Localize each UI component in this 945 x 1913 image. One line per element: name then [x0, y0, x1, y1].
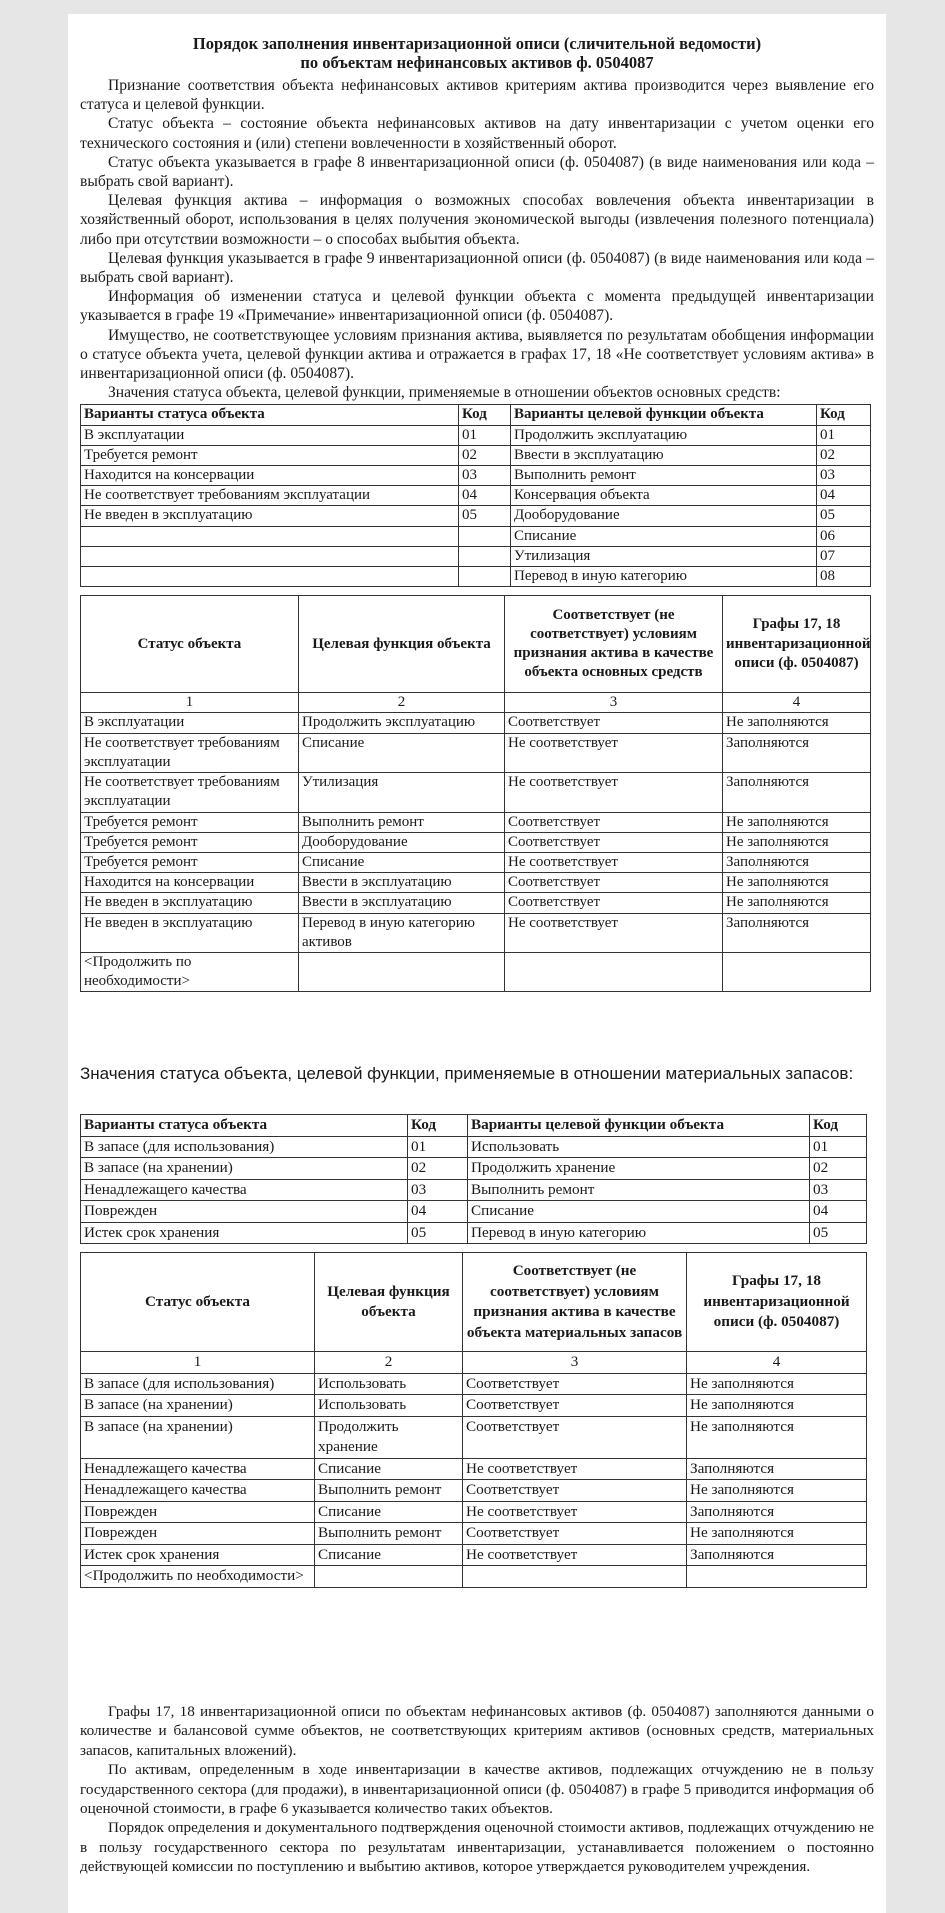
- os-match-table: [80, 595, 871, 992]
- table-cell: Поврежден: [81, 1501, 315, 1523]
- table-cell: Не заполняются: [723, 873, 871, 893]
- table-row: [81, 913, 871, 952]
- table-cell: Не соответствует требованиям эксплуатации: [81, 486, 459, 506]
- table-cell: Заполняются: [723, 733, 871, 772]
- table-cell: Дооборудование: [299, 832, 505, 852]
- table-row: [81, 1544, 867, 1566]
- table-cell: Ввести в эксплуатацию: [299, 873, 505, 893]
- table-row: [81, 1201, 867, 1223]
- table-cell: Списание: [299, 852, 505, 872]
- table-cell: Не соответствует: [463, 1458, 687, 1480]
- table-cell: 05: [817, 506, 871, 526]
- table-cell: Соответствует: [505, 893, 723, 913]
- document-page: [68, 14, 886, 1913]
- table-cell: Ввести в эксплуатацию: [299, 893, 505, 913]
- table-cell: Не соответствует требованиям эксплуатации: [81, 773, 299, 812]
- table-row: [81, 1416, 867, 1458]
- table-cell: Заполняются: [687, 1458, 867, 1480]
- table-cell: Не соответствует: [505, 852, 723, 872]
- mz-codes-table: [80, 1114, 867, 1244]
- table-row: [81, 773, 871, 812]
- table-cell: 04: [810, 1201, 867, 1223]
- table-header-row: [81, 405, 871, 425]
- table-cell: Требуется ремонт: [81, 445, 459, 465]
- intro-paragraph: Признание соответствия объекта нефинансовых активов критериям актива производится через выявление его статуса и целевой функции.: [80, 77, 874, 114]
- table-cell: Не заполняются: [687, 1480, 867, 1502]
- table-cell: <Продолжить по необходимости>: [81, 1566, 315, 1588]
- table-row: [81, 506, 871, 526]
- table-cell: 02: [459, 445, 511, 465]
- column-header: Код: [817, 405, 871, 425]
- table-header-row: [81, 596, 871, 693]
- column-header: Варианты статуса объекта: [81, 1115, 408, 1137]
- table-cell: Списание: [315, 1501, 463, 1523]
- table-row: [81, 1458, 867, 1480]
- table-cell: 07: [817, 546, 871, 566]
- table-row: [81, 1136, 867, 1158]
- column-header: Соответствует (не соответствует) условиям признания актива в качестве объекта основных средств: [505, 596, 723, 693]
- column-header: Код: [810, 1115, 867, 1137]
- column-number: 3: [463, 1352, 687, 1374]
- table-cell: Находится на консервации: [81, 873, 299, 893]
- table-cell: Использовать: [315, 1395, 463, 1417]
- table-cell: 01: [810, 1136, 867, 1158]
- table-cell: [505, 952, 723, 991]
- column-header: Варианты целевой функции объекта: [468, 1115, 810, 1137]
- column-header: Соответствует (не соответствует) условиям признания актива в качестве объекта материальных запасов: [463, 1253, 687, 1352]
- column-number: 4: [723, 693, 871, 713]
- intro-paragraph: Информация об изменении статуса и целевой функции объекта с момента предыдущей инвентаризации указывается в графе 19 «Примечание» инвентаризационной описи (ф. 0504087).: [80, 288, 874, 325]
- table-cell: Ненадлежащего качества: [81, 1480, 315, 1502]
- column-number: 1: [81, 1352, 315, 1374]
- table-cell: 03: [408, 1179, 468, 1201]
- table-cell: Соответствует: [463, 1523, 687, 1545]
- table-cell: Списание: [315, 1544, 463, 1566]
- table-cell: 01: [408, 1136, 468, 1158]
- table-header-row: [81, 1253, 867, 1352]
- table-row: [81, 812, 871, 832]
- table-row: [81, 832, 871, 852]
- table-row: [81, 1222, 867, 1244]
- column-number-row: [81, 1352, 867, 1374]
- table-cell: 05: [459, 506, 511, 526]
- closing-paragraph: По активам, определенным в ходе инвентаризации в качестве активов, подлежащих отчуждению не в пользу государственного сектора (для продажи), в инвентаризационной описи (ф. 0504087) в графе 5 приводится информация об оценочной стоимости, в графе 6 указывается количество таких объектов.: [80, 1761, 874, 1818]
- table-row: [81, 445, 871, 465]
- table-cell: 06: [817, 526, 871, 546]
- closing-paragraph: Порядок определения и документального подтверждения оценочной стоимости активов, подлежащих отчуждению не в пользу государственного сектора по результатам инвентаризации, устанавливается положением о постоянно действующей комиссии по поступлению и выбытию активов, которое утверждается руководителем учреждения.: [80, 1819, 874, 1876]
- table-cell: [81, 546, 459, 566]
- table-cell: Поврежден: [81, 1201, 408, 1223]
- table-cell: Ненадлежащего качества: [81, 1458, 315, 1480]
- table-cell: Не заполняются: [687, 1523, 867, 1545]
- table-cell: Соответствует: [463, 1395, 687, 1417]
- os-codes-table: [80, 404, 871, 587]
- table-cell: Не заполняются: [723, 812, 871, 832]
- table-row: [81, 486, 871, 506]
- table-cell: Выполнить ремонт: [468, 1179, 810, 1201]
- table-row: [81, 1158, 867, 1180]
- intro-paragraph: Имущество, не соответствующее условиям признания актива, выявляется по результатам обобщения информации о статусе объекта учета, целевой функции актива и отражается в графах 17, 18 «Не соответствует условиям актива» в инвентаризационной описи (ф. 0504087).: [80, 326, 874, 383]
- table-row: [81, 526, 871, 546]
- table-cell: Продолжить эксплуатацию: [299, 713, 505, 733]
- table-cell: [299, 952, 505, 991]
- table-cell: Не заполняются: [687, 1416, 867, 1458]
- mz-match-table: [80, 1252, 867, 1588]
- table-cell: В запасе (на хранении): [81, 1395, 315, 1417]
- table-row: [81, 1395, 867, 1417]
- table-cell: Не соответствует: [505, 773, 723, 812]
- table-cell: [315, 1566, 463, 1588]
- table-cell: Не заполняются: [723, 893, 871, 913]
- title-line: Порядок заполнения инвентаризационной описи (сличительной ведомости): [192, 34, 762, 53]
- intro-paragraph: Целевая функция актива – информация о возможных способах вовлечения объекта инвентаризации в хозяйственный оборот, использования в целях получения экономической выгоды (извлечения полезного потенциала) либо при отсутствии возможности – о способах выбытия объекта.: [80, 192, 874, 248]
- column-number: 1: [81, 693, 299, 713]
- column-header: Графы 17, 18 инвентаризационной описи (ф. 0504087): [687, 1253, 867, 1352]
- table-row: [81, 1523, 867, 1545]
- table-cell: [459, 546, 511, 566]
- table-cell: Не заполняются: [723, 832, 871, 852]
- table-cell: 03: [459, 466, 511, 486]
- column-header: Целевая функция объекта: [299, 596, 505, 693]
- table-cell: 02: [817, 445, 871, 465]
- table-cell: Не соответствует: [463, 1501, 687, 1523]
- table-cell: Продолжить хранение: [468, 1158, 810, 1180]
- table-row: [81, 713, 871, 733]
- table-cell: Соответствует: [505, 812, 723, 832]
- table-cell: Находится на консервации: [81, 466, 459, 486]
- column-number: 3: [505, 693, 723, 713]
- table-cell: Соответствует: [463, 1480, 687, 1502]
- table-cell: Ввести в эксплуатацию: [511, 445, 817, 465]
- table-cell: В запасе (на хранении): [81, 1416, 315, 1458]
- column-header: Варианты статуса объекта: [81, 405, 459, 425]
- table-cell: Требуется ремонт: [81, 852, 299, 872]
- table-cell: Ненадлежащего качества: [81, 1179, 408, 1201]
- table-cell: Списание: [511, 526, 817, 546]
- table-cell: 05: [810, 1222, 867, 1244]
- intro-paragraph: Целевая функция указывается в графе 9 инвентаризационной описи (ф. 0504087) (в виде наименования или кода – выбрать свой вариант).: [80, 249, 874, 287]
- table-cell: Выполнить ремонт: [315, 1480, 463, 1502]
- table-cell: Соответствует: [463, 1373, 687, 1395]
- column-number: 2: [315, 1352, 463, 1374]
- table-row: [81, 425, 871, 445]
- table-cell: [463, 1566, 687, 1588]
- table-row: [81, 546, 871, 566]
- table-cell: 04: [817, 486, 871, 506]
- table-cell: 01: [459, 425, 511, 445]
- table-cell: Соответствует: [463, 1416, 687, 1458]
- table-cell: Заполняются: [723, 773, 871, 812]
- table-cell: Не заполняются: [687, 1395, 867, 1417]
- mz-section: [80, 1114, 872, 1588]
- table-row: [81, 567, 871, 587]
- table-cell: Соответствует: [505, 832, 723, 852]
- closing-section: [80, 1702, 874, 1877]
- table-cell: Заполняются: [723, 852, 871, 872]
- table-row: [81, 1566, 867, 1588]
- table-cell: Требуется ремонт: [81, 812, 299, 832]
- column-header: Код: [408, 1115, 468, 1137]
- table-cell: Заполняются: [687, 1544, 867, 1566]
- column-header: Статус объекта: [81, 596, 299, 693]
- table-cell: Выполнить ремонт: [315, 1523, 463, 1545]
- table-cell: Истек срок хранения: [81, 1544, 315, 1566]
- mz-heading: Значения статуса объекта, целевой функции, применяемые в отношении материальных запасов:: [80, 1064, 854, 1083]
- intro-paragraph: Статус объекта указывается в графе 8 инвентаризационной описи (ф. 0504087) (в виде наименования или кода – выбрать свой вариант).: [80, 153, 874, 191]
- table-cell: Списание: [299, 733, 505, 772]
- os-section: [80, 34, 874, 992]
- table-cell: 02: [810, 1158, 867, 1180]
- table-cell: Перевод в иную категорию: [468, 1222, 810, 1244]
- table-cell: Не соответствует: [463, 1544, 687, 1566]
- table-cell: [81, 526, 459, 546]
- table-cell: Перевод в иную категорию: [511, 567, 817, 587]
- table-header-row: [81, 1115, 867, 1137]
- table-cell: Использовать: [468, 1136, 810, 1158]
- table-cell: 03: [810, 1179, 867, 1201]
- column-number: 4: [687, 1352, 867, 1374]
- table-cell: Соответствует: [505, 873, 723, 893]
- table-cell: Продолжить хранение: [315, 1416, 463, 1458]
- column-header: Графы 17, 18 инвентаризационной описи (ф. 0504087): [723, 596, 871, 693]
- table-row: [81, 1179, 867, 1201]
- table-row: [81, 1480, 867, 1502]
- table-cell: Утилизация: [299, 773, 505, 812]
- table-cell: <Продолжить по необходимости>: [81, 952, 299, 991]
- column-header: Целевая функция объекта: [315, 1253, 463, 1352]
- table-cell: Истек срок хранения: [81, 1222, 408, 1244]
- table-cell: Утилизация: [511, 546, 817, 566]
- title-line: по объектам нефинансовых активов ф. 0504087: [300, 53, 654, 72]
- table-cell: Не соответствует требованиям эксплуатации: [81, 733, 299, 772]
- table-cell: Не введен в эксплуатацию: [81, 506, 459, 526]
- table-cell: Заполняются: [723, 913, 871, 952]
- table-cell: Списание: [468, 1201, 810, 1223]
- table-row: [81, 466, 871, 486]
- table-cell: [459, 526, 511, 546]
- table-cell: Выполнить ремонт: [299, 812, 505, 832]
- column-header: Варианты целевой функции объекта: [511, 405, 817, 425]
- table-row: [81, 733, 871, 772]
- table-cell: В запасе (для использования): [81, 1136, 408, 1158]
- column-header: Код: [459, 405, 511, 425]
- table-cell: Списание: [315, 1458, 463, 1480]
- intro-paragraph: Статус объекта – состояние объекта нефинансовых активов на дату инвентаризации с учетом оценки его технического состояния и (или) степени вовлеченности в хозяйственный оборот.: [80, 115, 874, 152]
- table-cell: [81, 567, 459, 587]
- table-cell: Перевод в иную категорию активов: [299, 913, 505, 952]
- table-cell: Поврежден: [81, 1523, 315, 1545]
- table-cell: 02: [408, 1158, 468, 1180]
- table-cell: 08: [817, 567, 871, 587]
- table-cell: Требуется ремонт: [81, 832, 299, 852]
- table-cell: Консервация объекта: [511, 486, 817, 506]
- table-cell: Не введен в эксплуатацию: [81, 893, 299, 913]
- table-cell: 04: [408, 1201, 468, 1223]
- column-header: Статус объекта: [81, 1253, 315, 1352]
- column-number-row: [81, 693, 871, 713]
- column-number: 2: [299, 693, 505, 713]
- table-cell: Не соответствует: [505, 733, 723, 772]
- document-title: [80, 34, 874, 72]
- table-cell: 05: [408, 1222, 468, 1244]
- table-cell: [723, 952, 871, 991]
- table-cell: 04: [459, 486, 511, 506]
- table-cell: В запасе (на хранении): [81, 1158, 408, 1180]
- table-cell: Не заполняются: [687, 1373, 867, 1395]
- table-row: [81, 1373, 867, 1395]
- intro-paragraph: Значения статуса объекта, целевой функции, применяемые в отношении объектов основных средств:: [108, 384, 781, 402]
- table-cell: Выполнить ремонт: [511, 466, 817, 486]
- table-cell: Использовать: [315, 1373, 463, 1395]
- table-row: [81, 893, 871, 913]
- table-cell: В запасе (для использования): [81, 1373, 315, 1395]
- table-row: [81, 1501, 867, 1523]
- table-row: [81, 852, 871, 872]
- table-cell: 03: [817, 466, 871, 486]
- table-cell: В эксплуатации: [81, 425, 459, 445]
- table-row: [81, 952, 871, 991]
- table-cell: Не введен в эксплуатацию: [81, 913, 299, 952]
- table-cell: Не заполняются: [723, 713, 871, 733]
- table-cell: Продолжить эксплуатацию: [511, 425, 817, 445]
- table-cell: В эксплуатации: [81, 713, 299, 733]
- table-cell: Заполняются: [687, 1501, 867, 1523]
- closing-paragraph: Графы 17, 18 инвентаризационной описи по объектам нефинансовых активов (ф. 0504087) заполняются данными о количестве и балансовой сумме объектов, не соответствующих критериям активов (основных средств, материальных запасов, капитальных вложений).: [80, 1703, 874, 1759]
- table-cell: 01: [817, 425, 871, 445]
- table-cell: Соответствует: [505, 713, 723, 733]
- table-row: [81, 873, 871, 893]
- table-cell: [687, 1566, 867, 1588]
- table-cell: Дооборудование: [511, 506, 817, 526]
- table-cell: [459, 567, 511, 587]
- table-cell: Не соответствует: [505, 913, 723, 952]
